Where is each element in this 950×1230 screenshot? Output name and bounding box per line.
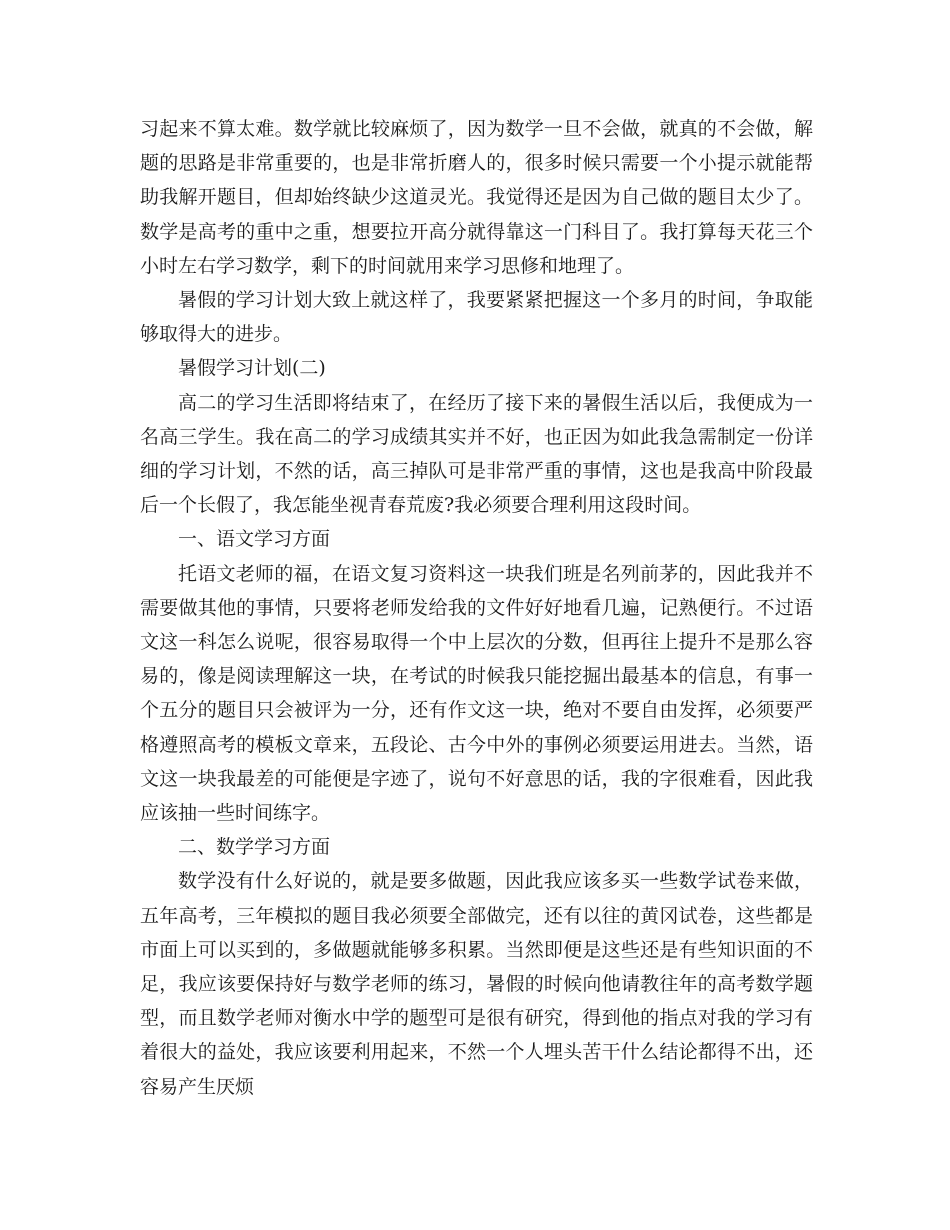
- paragraph-intro: 高二的学习生活即将结束了，在经历了接下来的暑假生活以后，我便成为一名高三学生。我在高二的学习成绩其实并不好，也正因为如此我急需制定一份详细的学习计划，不然的话，高三掉队可是非常严重的事情，这也是我高中阶段最后一个长假了，我怎能坐视青春荒废?我必须要合理利用这段时间。: [140, 391, 813, 517]
- subheading-math: 二、数学学习方面: [178, 836, 331, 859]
- paragraph-summary: 暑假的学习计划大致上就这样了，我要紧紧把握这一个多月的时间，争取能够取得大的进步。: [140, 289, 813, 346]
- section-title: 暑假学习计划(二): [178, 357, 326, 380]
- document-body: [140, 112, 813, 1104]
- paragraph-continuation: 习起来不算太难。数学就比较麻烦了，因为数学一旦不会做，就真的不会做，解题的思路是非常重要的，也是非常折磨人的，很多时候只需要一个小提示就能帮助我解开题目，但却始终缺少这道灵光。我觉得还是因为自己做的题目太少了。数学是高考的重中之重，想要拉开高分就得靠这一门科目了。我打算每天花三个小时左右学习数学，剩下的时间就用来学习思修和地理了。: [140, 118, 813, 277]
- subheading-chinese: 一、语文学习方面: [178, 528, 331, 551]
- paragraph-math: 数学没有什么好说的，就是要多做题，因此我应该多买一些数学试卷来做，五年高考，三年模拟的题目我必须要全部做完，还有以往的黄冈试卷，这些都是市面上可以买到的，多做题就能够多积累。当然即便是这些还是有些知识面的不足，我应该要保持好与数学老师的练习，暑假的时候向他请教往年的高考数学题型，而且数学老师对衡水中学的题型可是很有研究，得到他的指点对我的学习有着很大的益处，我应该要利用起来，不然一个人埋头苦干什么结论都得不出，还容易产生厌烦: [140, 870, 813, 1098]
- paragraph-chinese: 托语文老师的福，在语文复习资料这一块我们班是名列前茅的，因此我并不需要做其他的事情，只要将老师发给我的文件好好地看几遍，记熟便行。不过语文这一科怎么说呢，很容易取得一个中上层次的分数，但再往上提升不是那么容易的，像是阅读理解这一块，在考试的时候我只能挖掘出最基本的信息，有事一个五分的题目只会被评为一分，还有作文这一块，绝对不要自由发挥，必须要严格遵照高考的模板文章来，五段论、古今中外的事例必须要运用进去。当然，语文这一块我最差的可能便是字迹了，说句不好意思的话，我的字很难看，因此我应该抽一些时间练字。: [140, 562, 813, 825]
